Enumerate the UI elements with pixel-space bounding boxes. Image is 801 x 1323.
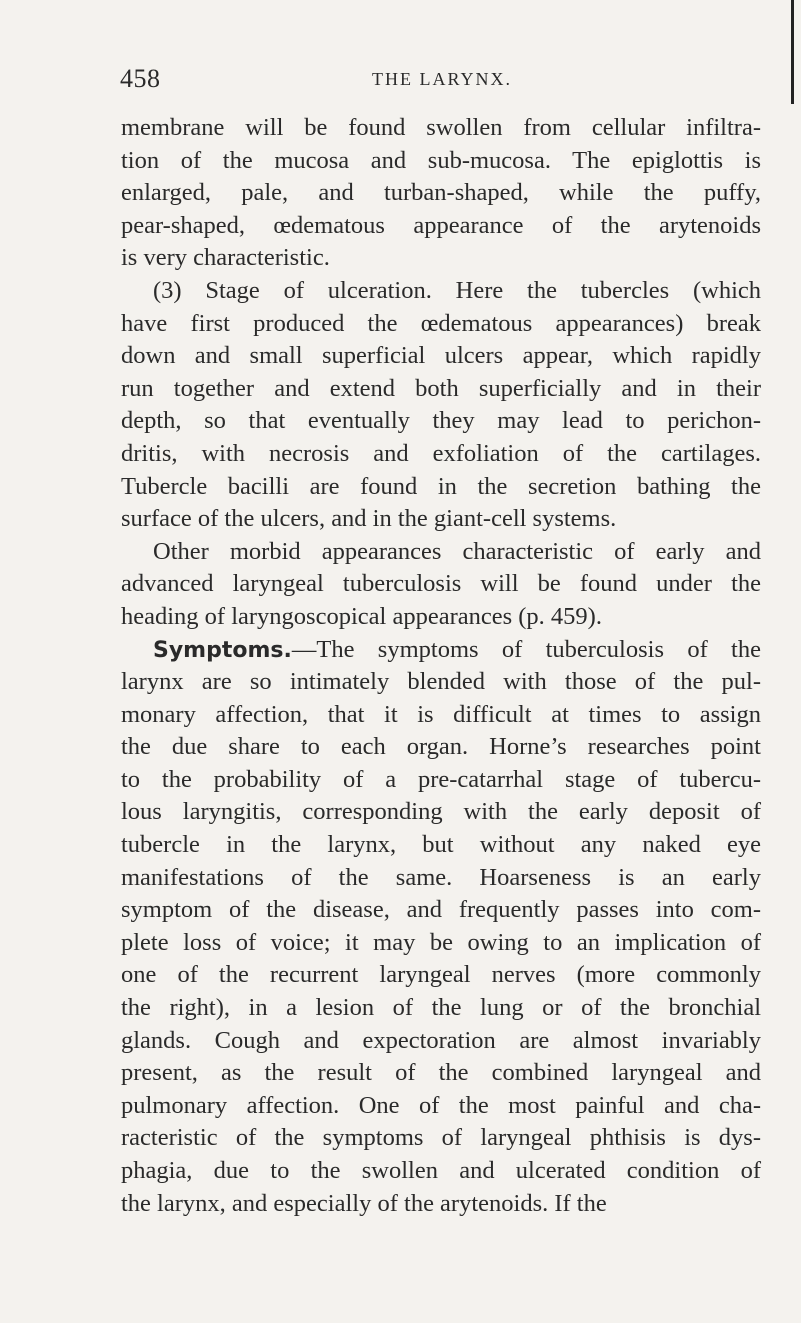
text-line: larynx are so intimately blended with those of the pul- bbox=[121, 668, 761, 696]
text-line: the right), in a lesion of the lung or of the bronchial bbox=[121, 994, 761, 1022]
text-line: pulmonary affection. One of the most painful and cha- bbox=[121, 1091, 761, 1119]
text-line: tubercle in the larynx, but without any naked eye bbox=[121, 831, 761, 859]
text-line: Other morbid appearances characteristic of early and bbox=[153, 537, 761, 565]
paragraph bbox=[121, 536, 761, 634]
text-line: phagia, due to the swollen and ulcerated condition of bbox=[121, 1157, 761, 1184]
section-heading-symptoms: Symptoms. bbox=[153, 637, 292, 663]
text-line: pear-shaped, œdematous appearance of the arytenoids bbox=[121, 211, 761, 239]
text-line: present, as the result of the combined laryngeal and bbox=[121, 1059, 761, 1087]
text-line: racteristic of the symptoms of laryngeal phthisis is dys- bbox=[121, 1124, 761, 1152]
paragraph-symptoms bbox=[121, 634, 761, 1221]
paragraph bbox=[121, 275, 761, 536]
text-line: plete loss of voice; it may be owing to an implication of bbox=[121, 928, 761, 956]
text-line: run together and extend both superficially and in their bbox=[121, 374, 761, 402]
text-line: have first produced the œdematous appearances) break bbox=[121, 309, 761, 337]
body-text bbox=[121, 112, 761, 1220]
text-line: depth, so that eventually they may lead to perichon- bbox=[121, 407, 761, 435]
text-line: down and small superficial ulcers appear, which rapidly bbox=[121, 342, 761, 370]
heading-line-rest: —The symptoms of tuberculosis of the bbox=[291, 635, 761, 663]
text-line: enlarged, pale, and turban-shaped, while the puffy, bbox=[121, 179, 761, 207]
page-number: 458 bbox=[120, 64, 161, 93]
text-line: symptom of the disease, and frequently passes into com- bbox=[121, 896, 761, 924]
text-line bbox=[121, 634, 761, 667]
text-line: surface of the ulcers, and in the giant-cell systems. bbox=[121, 505, 617, 533]
text-line: (3) Stage of ulceration. Here the tubercles (which bbox=[153, 276, 761, 304]
running-title: THE LARYNX. bbox=[372, 69, 512, 89]
page-edge-line bbox=[791, 0, 794, 104]
text-line: heading of laryngoscopical appearances (p. 459). bbox=[121, 602, 602, 630]
page-header bbox=[120, 64, 760, 104]
text-line: lous laryngitis, corresponding with the early deposit of bbox=[121, 798, 761, 826]
text-line: glands. Cough and expectoration are almost invariably bbox=[121, 1026, 761, 1054]
text-line: the larynx, and especially of the arytenoids. If the bbox=[121, 1189, 607, 1217]
text-line: monary affection, that it is difficult at times to assign bbox=[121, 700, 761, 728]
text-line: is very characteristic. bbox=[121, 244, 330, 272]
text-line: one of the recurrent laryngeal nerves (more commonly bbox=[121, 961, 761, 989]
text-line: manifestations of the same. Hoarseness is an early bbox=[121, 863, 761, 891]
text-line: Tubercle bacilli are found in the secretion bathing the bbox=[121, 472, 761, 500]
text-line: dritis, with necrosis and exfoliation of the cartilages. bbox=[121, 439, 761, 467]
text-line: to the probability of a pre-catarrhal stage of tubercu- bbox=[121, 765, 761, 793]
text-line: tion of the mucosa and sub-mucosa. The epiglottis is bbox=[121, 146, 761, 174]
paragraph bbox=[121, 112, 761, 275]
text-line: advanced laryngeal tuberculosis will be found under the bbox=[121, 570, 761, 598]
text-line: the due share to each organ. Horne’s researches point bbox=[121, 733, 761, 761]
text-line: membrane will be found swollen from cellular infiltra- bbox=[121, 114, 761, 141]
